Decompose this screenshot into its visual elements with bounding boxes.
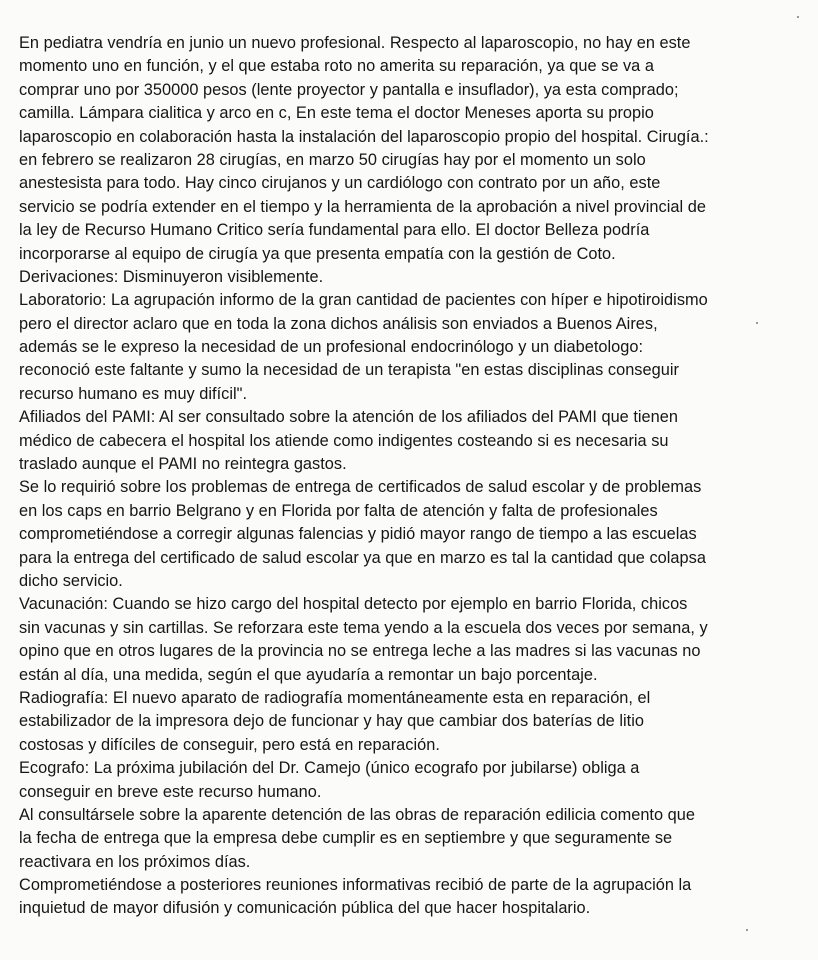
- text-line: momento uno en función, y el que estaba roto no amerita su reparación, ya que se va a: [19, 57, 654, 76]
- text-line: Comprometiéndose a posteriores reuniones informativas recibió de parte de la agrupación la: [19, 876, 692, 895]
- text-line: reactivara en los próximos días.: [19, 852, 251, 871]
- scan-speck: [756, 322, 758, 324]
- text-line: la ley de Recurso Humano Critico sería fundamental para ello. El doctor Belleza podría: [19, 221, 650, 240]
- text-line: Afiliados del PAMI: Al ser consultado sobre la atención de los afiliados del PAMI que tienen: [19, 408, 678, 427]
- text-line: comprometiéndose a corregir algunas falencias y pidió mayor rango de tiempo a las escuelas: [19, 525, 697, 544]
- text-line: Ecografo: La próxima jubilación del Dr. Camejo (único ecografo por jubilarse) obliga a: [19, 759, 640, 778]
- text-line: Se lo requirió sobre los problemas de entrega de certificados de salud escolar y de problemas: [19, 478, 702, 497]
- text-line: la fecha de entrega que la empresa debe cumplir es en septiembre y que seguramente se: [19, 829, 673, 848]
- text-line: estabilizador de la impresora dejo de funcionar y hay que cambiar dos baterías de litio: [19, 712, 644, 731]
- text-line: están al día, una medida, según el que ayudaría a remontar un bajo porcentaje.: [19, 665, 598, 684]
- text-line: en los caps en barrio Belgrano y en Florida por falta de atención y falta de profesionales: [19, 501, 658, 520]
- text-line: laparoscopio en colaboración hasta la instalación del laparoscopio propio del hospital. Cirugía.:: [19, 127, 709, 146]
- text-line: costosas y difíciles de conseguir, pero está en reparación.: [19, 735, 440, 754]
- text-line: servicio se podría extender en el tiempo y la herramienta de la aprobación a nivel provincial de: [19, 197, 706, 216]
- text-line: recurso humano es muy difícil".: [19, 384, 248, 403]
- text-line: incorporarse al equipo de cirugía ya que presenta empatía con la gestión de Coto.: [19, 244, 616, 263]
- text-line: además se le expreso la necesidad de un profesional endocrinólogo y un diabetologo:: [19, 338, 644, 357]
- text-line: opino que en otros lugares de la provincia no se entrega leche a las madres si las vacunas no: [19, 642, 701, 661]
- text-line: En pediatra vendría en junio un nuevo profesional. Respecto al laparoscopio, no hay en este: [19, 34, 691, 52]
- scan-speck: [797, 16, 799, 18]
- text-line: dicho servicio.: [19, 571, 123, 590]
- text-line: conseguir en breve este recurso humano.: [19, 782, 322, 801]
- text-line: inquietud de mayor difusión y comunicación pública del que hacer hospitalario.: [19, 899, 591, 918]
- text-line: Al consultársele sobre la aparente detención de las obras de reparación edilicia comento que: [19, 805, 695, 824]
- text-line: camilla. Lámpara cialitica y arco en c, En este tema el doctor Meneses aporta su propio: [19, 104, 654, 123]
- text-line: comprar uno por 350000 pesos (lente proyector y pantalla e insuflador), ya esta comprado;: [19, 80, 679, 99]
- text-line: Laboratorio: La agrupación informo de la gran cantidad de pacientes con híper e hipotiroidismo: [19, 291, 708, 310]
- text-line: en febrero se realizaron 28 cirugías, en marzo 50 cirugías hay por el momento un solo: [19, 150, 646, 169]
- text-line: anestesista para todo. Hay cinco cirujanos y un cardiólogo con contrato por un año, este: [19, 174, 661, 193]
- scan-speck: [746, 929, 748, 931]
- text-line: sin vacunas y sin cartillas. Se reforzara este tema yendo a la escuela dos veces por semana, y: [19, 618, 708, 637]
- text-line: pero el director aclaro que en toda la zona dichos análisis son enviados a Buenos Aires,: [19, 314, 658, 333]
- document-body: [19, 32, 814, 921]
- text-line: traslado aunque el PAMI no reintegra gastos.: [19, 455, 347, 474]
- text-line: Vacunación: Cuando se hizo cargo del hospital detecto por ejemplo en barrio Florida, chicos: [19, 595, 688, 614]
- text-line: Derivaciones: Disminuyeron visiblemente.: [19, 267, 324, 286]
- text-line: Radiografía: El nuevo aparato de radiografía momentáneamente esta en reparación, el: [19, 688, 651, 707]
- text-line: médico de cabecera el hospital los atiende como indigentes costeando si es necesaria su: [19, 431, 669, 450]
- text-line: para la entrega del certificado de salud escolar ya que en marzo es tal la cantidad que colapsa: [19, 548, 706, 567]
- text-line: reconoció este faltante y sumo la necesidad de un terapista "en estas disciplinas conseguir: [19, 361, 679, 380]
